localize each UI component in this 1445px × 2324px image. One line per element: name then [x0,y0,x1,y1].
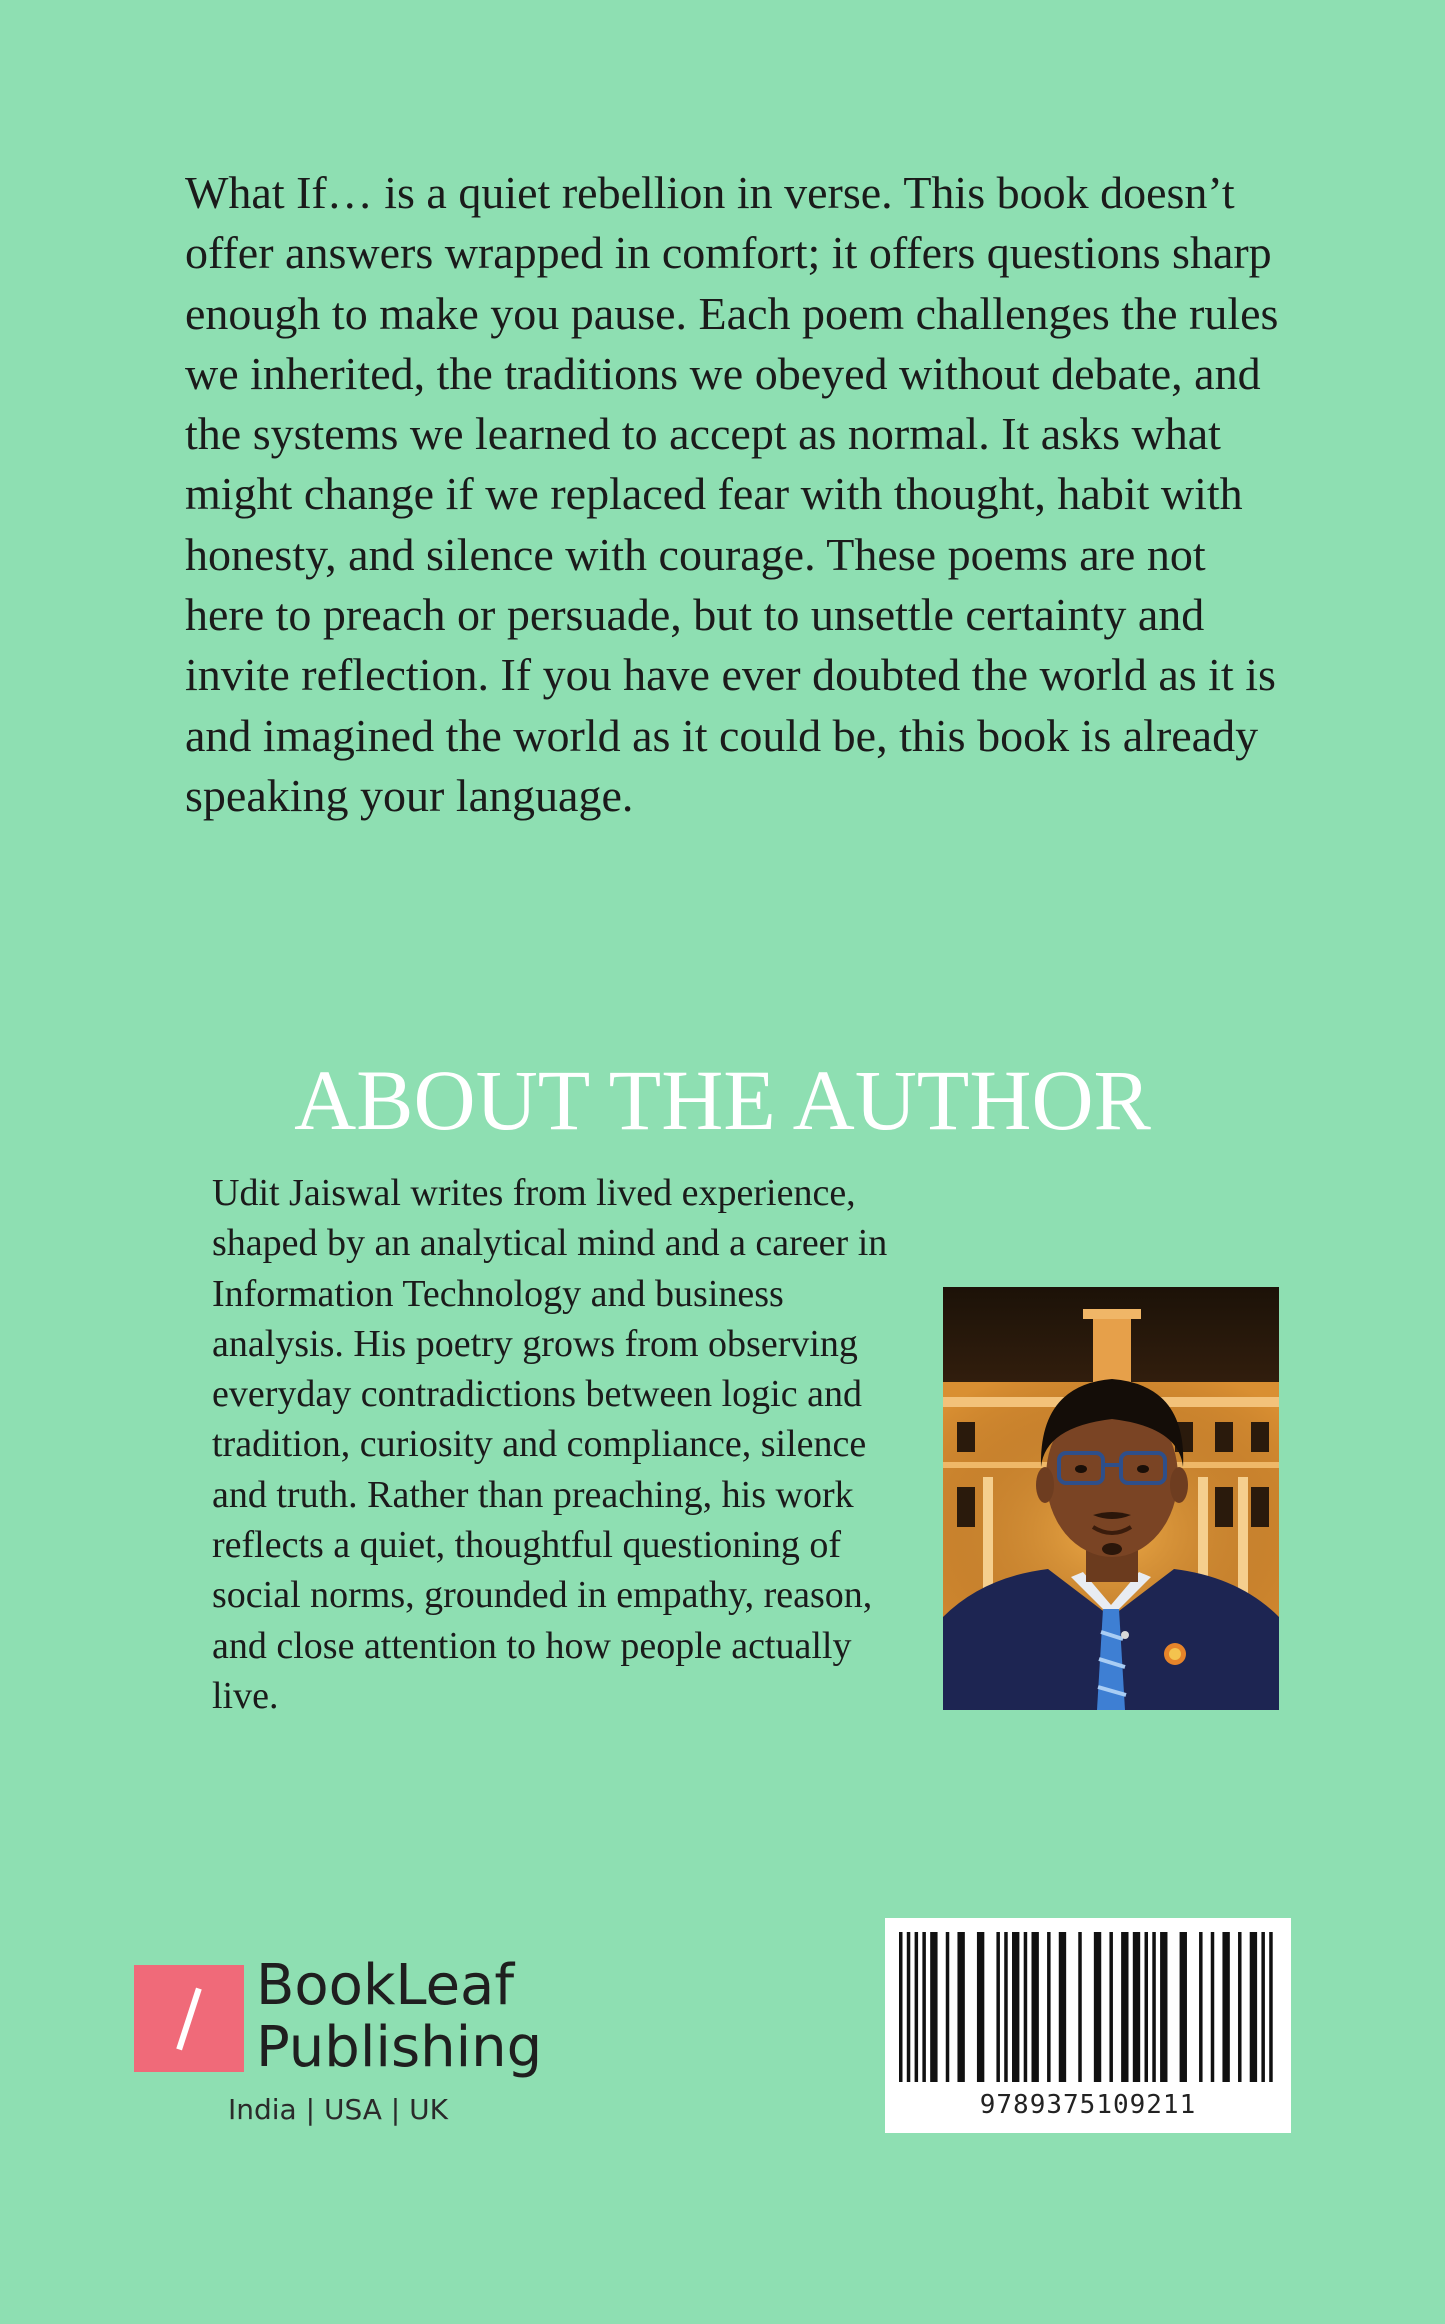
publisher-name-line1: BookLeaf [256,1953,515,2018]
back-cover-blurb: What If… is a quiet rebellion in verse. This book doesn’t offer answers wrapped in comfort; it offers questions sharp enough to make you pause. Each poem challenges the rules we inherited, the traditions we obeyed without debate, and the systems we learned to accept as normal. It asks what might change if we replaced fear with thought, habit with honesty, and silence with courage. These poems are not here to preach or persuade, but to unsettle certainty and invite reflection. If you have ever doubted the world as it is and imagined the world as it could be, this book is already speaking your language. [185,167,1279,821]
barcode-bar [1109,1932,1113,2082]
barcode-bar [930,1932,937,2082]
barcode-bar [907,1932,911,2082]
isbn-barcode [885,1918,1291,2133]
barcode-bar [996,1932,1000,2082]
barcode-bar [1269,1932,1273,2082]
barcode-bar [1059,1932,1066,2082]
barcode-bars-icon [899,1932,1277,2082]
barcode-bar [1250,1932,1257,2082]
barcode-bar [1094,1932,1101,2082]
barcode-bar [977,1932,984,2082]
barcode-bar [1180,1932,1187,2082]
barcode-bar [915,1932,919,2082]
barcode-bar [1261,1932,1265,2082]
barcode-bar [1152,1932,1156,2082]
barcode-bar [1078,1932,1082,2082]
barcode-bar [1145,1932,1149,2082]
barcode-bar [1047,1932,1051,2082]
author-photo [943,1287,1279,1710]
barcode-bar [957,1932,964,2082]
barcode-bar [1031,1932,1038,2082]
barcode-bar [946,1932,950,2082]
barcode-bar [899,1932,903,2082]
barcode-bar [1004,1932,1008,2082]
barcode-bar [1121,1932,1128,2082]
barcode-bar [1012,1932,1019,2082]
barcode-bar [1024,1932,1027,2082]
barcode-bar [1238,1932,1242,2082]
barcode-bar [1222,1932,1229,2082]
barcode-bar [1199,1932,1203,2082]
barcode-bar [1160,1932,1167,2082]
author-bio: Udit Jaiswal writes from lived experience, shaped by an analytical mind and a career in Information Technology and business analysis. His poetry grows from observing everyday contradictions between logic and tradition, curiosity and compliance, silence and truth. Rather than preaching, his work reflects a quiet, thoughtful questioning of social norms, grounded in empathy, reason, and close attention to how people actually live. [212,1172,888,1717]
publisher-name [256,1955,542,2079]
publisher-regions: India | USA | UK [228,2093,448,2126]
logo-slash-icon [176,1988,201,2051]
barcode-bar [1211,1932,1215,2082]
barcode-bar [922,1932,926,2082]
barcode-bar [1133,1932,1140,2082]
isbn-number: 9789375109211 [979,2090,1197,2120]
publisher-name-line2: Publishing [256,2015,543,2080]
bookleaf-logo-icon [134,1965,244,2072]
about-the-author-heading: ABOUT THE AUTHOR [294,1052,1151,1148]
